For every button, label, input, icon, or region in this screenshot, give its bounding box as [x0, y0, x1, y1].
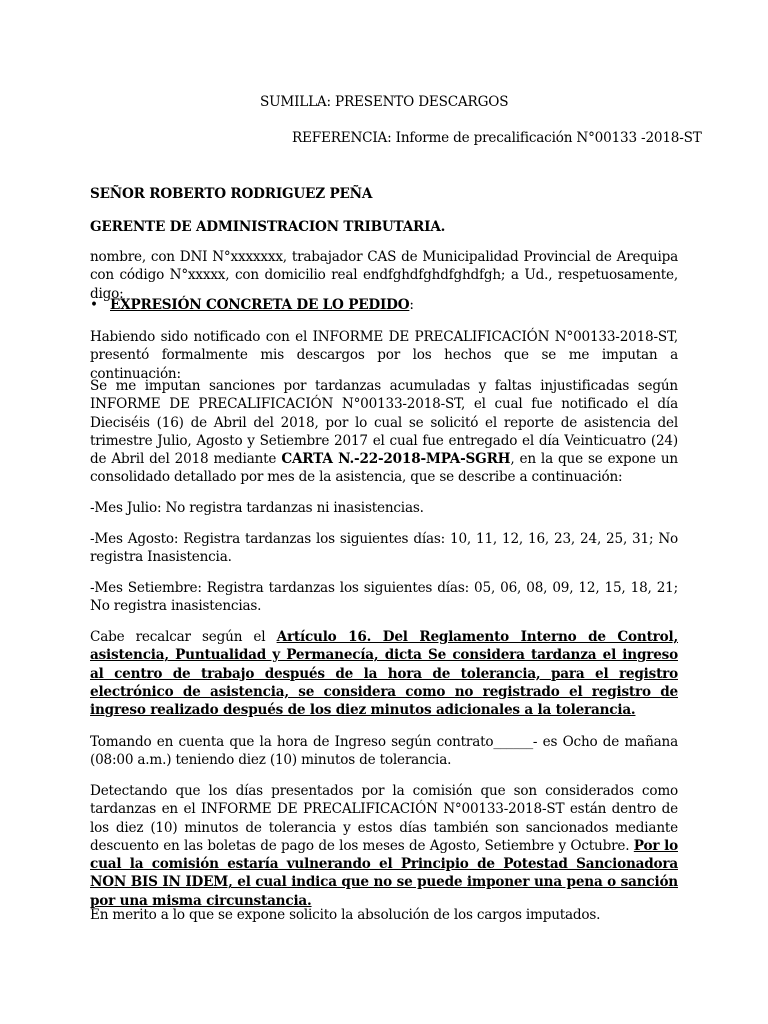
article-16-text: Artículo 16. Del Reglamento Interno de Control, asistencia, Puntualidad y Permanecía, dicta Se considera tardanza el ingreso al centro de trabajo después de la hora de tolerancia, para el registro electrónico de asistencia, se considera como no registrado el registro de ingreso realizado después de los diez minutos adicionales a la tolerancia. [90, 629, 678, 719]
paragraph-imputations [90, 377, 678, 487]
bullet-icon: • [90, 297, 98, 313]
paragraph-tolerance [90, 782, 678, 910]
paragraph-closing: En merito a lo que se expone solicito la absolución de los cargos imputados. [90, 907, 601, 923]
paragraph-article-16 [90, 628, 678, 719]
referencia-line: REFERENCIA: Informe de precalificación N°00133 -2018-ST [292, 130, 702, 146]
article-intro: Cabe recalcar según el [90, 629, 277, 645]
month-august: -Mes Agosto: Registra tardanzas los siguientes días: 10, 11, 12, 16, 23, 24, 25, 31; No registra Inasistencia. [90, 531, 678, 566]
addressee-position: GERENTE DE ADMINISTRACION TRIBUTARIA. [90, 219, 446, 235]
section-heading-colon: : [409, 297, 414, 313]
paragraph-notified: Habiendo sido notificado con el INFORME DE PRECALIFICACIÓN N°00133-2018-ST, presentó formalmente mis descargos por los hechos que se me imputan a continuación: [90, 329, 678, 382]
carta-reference: CARTA N.-22-2018-MPA-SGRH [281, 451, 511, 468]
sumilla-line: SUMILLA: PRESENTO DESCARGOS [260, 94, 509, 110]
month-july: -Mes Julio: No registra tardanzas ni inasistencias. [90, 500, 424, 516]
imputations-text: Se me imputan sanciones por tardanzas acumuladas y faltas injustificadas según INFORME DE PRECALIFICACIÓN N°00133-2018-ST, el cual fue notificado el día Dieciséis (16) de Abril del 2018, por lo cual se solicitó el reporte de asistencia del trimestre Julio, Agosto y Setiembre 2017 el cual fue entregado el día Veinticuatro (24) de Abril del 2018 mediante [90, 378, 678, 468]
month-september: -Mes Setiembre: Registra tardanzas los siguientes días: 05, 06, 08, 09, 12, 15, 18, 21; No registra inasistencias. [90, 580, 678, 615]
section-heading: EXPRESIÓN CONCRETA DE LO PEDIDO [110, 297, 410, 313]
addressee-name: SEÑOR ROBERTO RODRIGUEZ PEÑA [90, 186, 373, 202]
imputations-text-end: , en la que se expone un consolidado detallado por mes de la asistencia, que se describe a continuación: [90, 451, 678, 486]
tolerance-text: Detectando que los días presentados por la comisión que son considerados como tardanzas en el INFORME DE PRECALIFICACIÓN N°00133-2018-ST están dentro de los diez (10) minutos de tolerancia y estos días también son sancionados mediante descuento en las boletas de pago de los meses de Agosto, Setiembre y Octubre. [90, 783, 678, 854]
non-bis-in-idem-text: Por lo cual la comisión estaría vulnerando el Principio de Potestad Sancionadora NON BIS IN IDEM, el cual indica que no se puede imponer una pena o sanción por una misma circunstancia. [90, 837, 678, 909]
paragraph-entry-time: Tomando en cuenta que la hora de Ingreso según contrato______- es Ocho de mañana (08:00 a.m.) teniendo diez (10) minutos de tolerancia. [90, 734, 678, 769]
section-heading-row [90, 296, 414, 314]
intro-paragraph: nombre, con DNI N°xxxxxxx, trabajador CAS de Municipalidad Provincial de Arequipa con código N°xxxxx, con domicilio real endfghdfghdfghdfgh; a Ud., respetuosamente, digo: [90, 249, 678, 302]
